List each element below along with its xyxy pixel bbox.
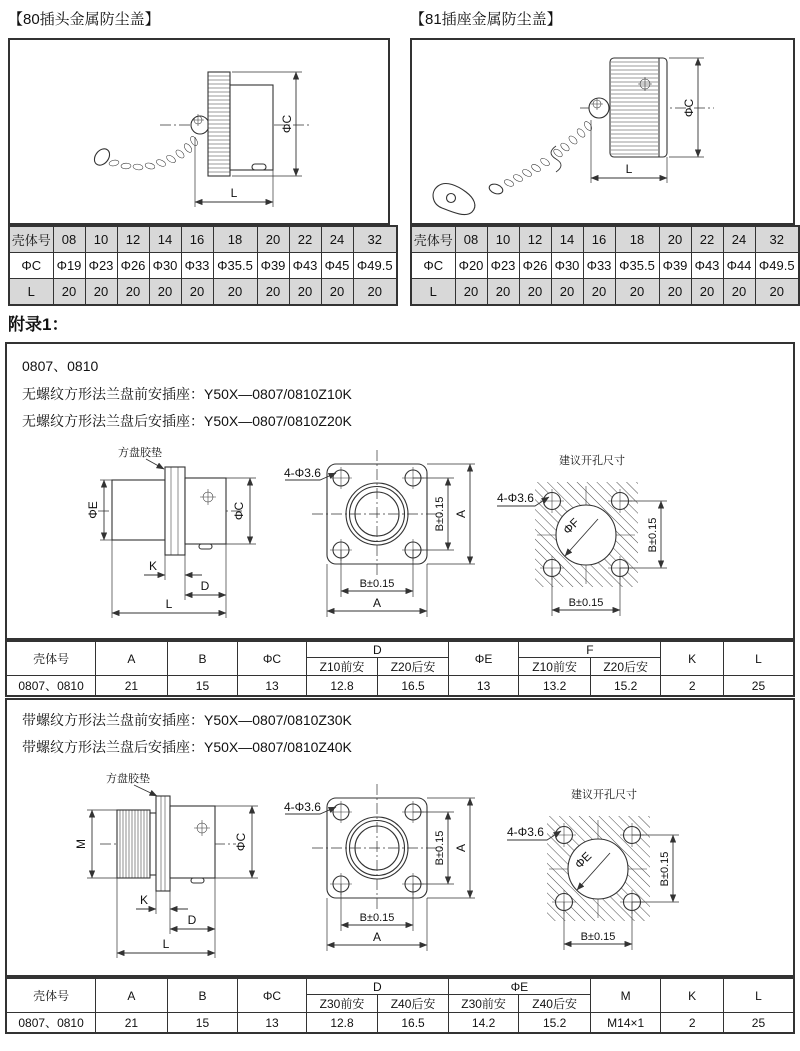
col-subheader: Z40后安 bbox=[378, 995, 449, 1013]
cell: 20 bbox=[659, 279, 691, 306]
key-slot bbox=[199, 544, 212, 549]
holes-callout: 4-Φ3.6 bbox=[497, 491, 534, 505]
col-subheader: Z30前安 bbox=[448, 995, 519, 1013]
col-subheader: Z10前安 bbox=[519, 658, 591, 676]
cell: Φ43 bbox=[691, 253, 723, 279]
cell: Φ23 bbox=[85, 253, 117, 279]
title-80-plug-dust-cap: 【80插头金属防尘盖】 bbox=[8, 11, 160, 28]
dim-label-k: K bbox=[139, 893, 149, 907]
cell: 08 bbox=[455, 226, 487, 253]
dim-label-phi-e: ΦE bbox=[86, 501, 100, 519]
cell: 25 bbox=[723, 1013, 794, 1034]
attachment-lug bbox=[589, 98, 609, 118]
dim-label-m: M bbox=[74, 839, 88, 849]
dim-label-l: L bbox=[625, 162, 633, 176]
table-row bbox=[411, 279, 799, 306]
k-dimension bbox=[144, 555, 202, 580]
cell: 20 bbox=[181, 279, 213, 306]
cell: 10 bbox=[85, 226, 117, 253]
cutout-view-drawing bbox=[495, 766, 795, 966]
cell: 10 bbox=[487, 226, 519, 253]
front-view-drawing bbox=[282, 440, 522, 630]
phi-c-dimension bbox=[226, 478, 256, 544]
neck bbox=[150, 813, 156, 875]
cell: 2 bbox=[661, 1013, 723, 1034]
col-header: B bbox=[167, 978, 238, 1013]
dim-label-b2: B±0.15 bbox=[568, 597, 604, 609]
header-row bbox=[6, 641, 794, 658]
gasket-label: 方盘胶垫 bbox=[106, 773, 150, 785]
cell: Φ39 bbox=[659, 253, 691, 279]
cell: 12.8 bbox=[306, 676, 378, 697]
cell: Φ49.5 bbox=[755, 253, 799, 279]
cell: 20 bbox=[455, 279, 487, 306]
cell: 32 bbox=[353, 226, 397, 253]
cell: Φ30 bbox=[149, 253, 181, 279]
holes-callout: 4-Φ3.6 bbox=[507, 825, 544, 839]
rear-mount-designation: 无螺纹方形法兰盘后安插座：Y50X—0807/0810Z20K bbox=[22, 413, 352, 429]
cell: 20 bbox=[723, 279, 755, 306]
cell: 20 bbox=[551, 279, 583, 306]
table-80-dimensions bbox=[8, 225, 398, 306]
cell: 20 bbox=[149, 279, 181, 306]
col-header: ΦC bbox=[238, 978, 307, 1013]
title-81-socket-dust-cap: 【81插座金属防尘盖】 bbox=[410, 11, 562, 28]
dim-label-b: B±0.15 bbox=[659, 851, 671, 887]
cap-body bbox=[230, 85, 273, 170]
cell: 20 bbox=[353, 279, 397, 306]
dim-label-b: B±0.15 bbox=[434, 830, 446, 866]
cell: 14 bbox=[551, 226, 583, 253]
cell: 20 bbox=[487, 279, 519, 306]
drawing-box-81 bbox=[410, 38, 795, 225]
front-shell bbox=[112, 480, 165, 540]
gasket-label: 方盘胶垫 bbox=[118, 447, 162, 459]
appendix-heading: 附录1： bbox=[8, 315, 69, 334]
cell: Φ26 bbox=[117, 253, 149, 279]
cell: 0807、0810 bbox=[6, 676, 96, 697]
cell: 21 bbox=[96, 1013, 168, 1034]
cell: Φ35.5 bbox=[615, 253, 659, 279]
front-mount-designation: 无螺纹方形法兰盘前安插座：Y50X—0807/0810Z10K bbox=[22, 386, 352, 402]
cell: 13.2 bbox=[519, 676, 591, 697]
square-flange bbox=[156, 796, 170, 891]
rear-shell bbox=[185, 478, 226, 544]
cell: M14×1 bbox=[590, 1013, 661, 1034]
cell: 20 bbox=[85, 279, 117, 306]
dim-label-center: ΦF bbox=[560, 515, 583, 538]
cutout-view-drawing bbox=[495, 440, 795, 630]
row-header: L bbox=[411, 279, 455, 306]
cell: 16 bbox=[181, 226, 213, 253]
chain bbox=[503, 120, 593, 187]
cell: Φ33 bbox=[583, 253, 615, 279]
front-mount-designation: 带螺纹方形法兰盘前安插座：Y50X—0807/0810Z30K bbox=[22, 712, 352, 728]
cell: 20 bbox=[53, 279, 85, 306]
cell: 22 bbox=[691, 226, 723, 253]
col-subheader: Z20后安 bbox=[590, 658, 661, 676]
cell: Φ39 bbox=[257, 253, 289, 279]
cell: 15 bbox=[167, 676, 238, 697]
chain-loop bbox=[488, 182, 504, 195]
cell: Φ20 bbox=[455, 253, 487, 279]
col-subheader: Z20后安 bbox=[378, 658, 449, 676]
col-header: M bbox=[590, 978, 661, 1013]
square-flange bbox=[165, 467, 185, 555]
cutout-title: 建议开孔尺寸 bbox=[559, 455, 625, 467]
cell: 20 bbox=[321, 279, 353, 306]
cell: 0807、0810 bbox=[6, 1013, 96, 1034]
dim-label-d: D bbox=[200, 579, 210, 593]
col-header: B bbox=[167, 641, 238, 676]
col-header: ΦE bbox=[448, 641, 519, 676]
cell: Φ35.5 bbox=[213, 253, 257, 279]
key-slot bbox=[191, 878, 204, 883]
chain bbox=[109, 135, 199, 170]
attachment-lug bbox=[191, 116, 209, 134]
cell: 20 bbox=[659, 226, 691, 253]
cell: 14 bbox=[149, 226, 181, 253]
dust-cap-81-drawing bbox=[412, 40, 793, 223]
cell: 25 bbox=[723, 676, 794, 697]
col-header: 壳体号 bbox=[6, 641, 96, 676]
row-header: L bbox=[9, 279, 53, 306]
table-row bbox=[411, 253, 799, 279]
cell: 15.2 bbox=[590, 676, 661, 697]
front-view-drawing bbox=[282, 766, 522, 966]
dust-cap-80-drawing bbox=[10, 40, 388, 223]
cell: Φ19 bbox=[53, 253, 85, 279]
dim-label-b: B±0.15 bbox=[434, 496, 446, 532]
phi-e-dimension bbox=[86, 480, 112, 540]
dim-label-b: B±0.15 bbox=[647, 517, 659, 553]
dim-label-l: L bbox=[162, 937, 170, 951]
cell: 20 bbox=[615, 279, 659, 306]
col-header: 壳体号 bbox=[6, 978, 96, 1013]
col-header: K bbox=[661, 641, 723, 676]
cell: 15.2 bbox=[519, 1013, 591, 1034]
cell: 21 bbox=[96, 676, 168, 697]
cell: 24 bbox=[321, 226, 353, 253]
data-row bbox=[6, 676, 794, 697]
dim-label-a: A bbox=[454, 509, 468, 519]
threaded-shell bbox=[117, 810, 150, 878]
section2-box bbox=[5, 698, 795, 977]
col-header: ΦE bbox=[448, 978, 590, 995]
col-header: ΦC bbox=[238, 641, 307, 676]
cell: 16.5 bbox=[378, 1013, 449, 1034]
cell: 08 bbox=[53, 226, 85, 253]
rear-mount-designation: 带螺纹方形法兰盘后安插座：Y50X—0807/0810Z40K bbox=[22, 739, 352, 755]
table-81-dimensions bbox=[410, 225, 800, 306]
cell: 12 bbox=[117, 226, 149, 253]
dim-label-k: K bbox=[148, 559, 158, 573]
rear-shell bbox=[170, 806, 215, 878]
cell: 22 bbox=[289, 226, 321, 253]
cell: 20 bbox=[213, 279, 257, 306]
cell: 24 bbox=[723, 226, 755, 253]
cell: 12 bbox=[519, 226, 551, 253]
holes-callout: 4-Φ3.6 bbox=[284, 800, 321, 814]
dim-label-d: D bbox=[187, 913, 197, 927]
col-subheader: Z10前安 bbox=[306, 658, 378, 676]
dim-label-l: L bbox=[165, 597, 173, 611]
col-header: K bbox=[661, 978, 723, 1013]
row-header: ΦC bbox=[411, 253, 455, 279]
cell: 20 bbox=[257, 226, 289, 253]
cell: 20 bbox=[519, 279, 551, 306]
cell: 13 bbox=[238, 1013, 307, 1034]
cell: 20 bbox=[755, 279, 799, 306]
header-row bbox=[6, 978, 794, 995]
dim-label-a2: A bbox=[372, 596, 382, 610]
dim-label-center: ΦE bbox=[572, 849, 595, 872]
data-row bbox=[6, 1013, 794, 1034]
dim-label-b2: B±0.15 bbox=[359, 578, 395, 590]
table-row bbox=[9, 279, 397, 306]
cell: 13 bbox=[448, 676, 519, 697]
row-header: ΦC bbox=[9, 253, 53, 279]
drawing-box-80 bbox=[8, 38, 390, 225]
cell: Φ30 bbox=[551, 253, 583, 279]
section1-box bbox=[5, 342, 795, 640]
cell: Φ33 bbox=[181, 253, 213, 279]
cell: Φ45 bbox=[321, 253, 353, 279]
col-header: D bbox=[306, 978, 448, 995]
holes-callout: 4-Φ3.6 bbox=[284, 466, 321, 480]
gasket-leader bbox=[134, 785, 157, 796]
col-header: A bbox=[96, 978, 168, 1013]
col-header: L bbox=[723, 978, 794, 1013]
k-dimension bbox=[136, 891, 188, 914]
chain-break-mark bbox=[551, 146, 561, 172]
cell: 14.2 bbox=[448, 1013, 519, 1034]
cell: 2 bbox=[661, 676, 723, 697]
cell: 20 bbox=[257, 279, 289, 306]
cell: 20 bbox=[691, 279, 723, 306]
phi-c-dimension bbox=[669, 58, 704, 157]
dim-label-b2: B±0.15 bbox=[359, 912, 395, 924]
col-header: A bbox=[96, 641, 168, 676]
dim-label-phi-c: ΦC bbox=[234, 832, 248, 852]
cell: Φ44 bbox=[723, 253, 755, 279]
table-row bbox=[411, 226, 799, 253]
gasket-leader bbox=[146, 459, 164, 469]
dim-label-b2: B±0.15 bbox=[580, 931, 616, 943]
cell: 12.8 bbox=[306, 1013, 378, 1034]
cell: 20 bbox=[583, 279, 615, 306]
col-header: L bbox=[723, 641, 794, 676]
phi-c-dimension bbox=[215, 806, 258, 878]
table-z30-z40-dimensions bbox=[5, 977, 795, 1034]
col-header: F bbox=[519, 641, 661, 658]
cell: 16.5 bbox=[378, 676, 449, 697]
col-subheader: Z30前安 bbox=[306, 995, 378, 1013]
cell: 13 bbox=[238, 676, 307, 697]
cell: 32 bbox=[755, 226, 799, 253]
table-row bbox=[9, 226, 397, 253]
dim-label-phi-c: ΦC bbox=[682, 98, 696, 118]
col-header: D bbox=[306, 641, 448, 658]
cell: 20 bbox=[117, 279, 149, 306]
cell: 18 bbox=[615, 226, 659, 253]
cutout-title: 建议开孔尺寸 bbox=[571, 789, 637, 801]
col-header: 壳体号 bbox=[9, 226, 53, 253]
d-dimension bbox=[185, 544, 226, 600]
dim-label-a: A bbox=[454, 843, 468, 853]
cell: 16 bbox=[583, 226, 615, 253]
model-numbers: 0807、0810 bbox=[22, 358, 99, 374]
mount-bracket bbox=[433, 184, 475, 215]
d-dimension bbox=[170, 878, 215, 934]
dim-label-a2: A bbox=[372, 930, 382, 944]
cell: 20 bbox=[289, 279, 321, 306]
cell: Φ43 bbox=[289, 253, 321, 279]
cell: Φ49.5 bbox=[353, 253, 397, 279]
col-header: 壳体号 bbox=[411, 226, 455, 253]
dim-label-phi-c: ΦC bbox=[280, 114, 294, 134]
cell: 18 bbox=[213, 226, 257, 253]
cell: 15 bbox=[167, 1013, 238, 1034]
cell: Φ26 bbox=[519, 253, 551, 279]
dim-label-l: L bbox=[230, 186, 238, 200]
table-z10-z20-dimensions bbox=[5, 640, 795, 697]
dim-label-phi-c: ΦC bbox=[232, 501, 246, 521]
col-subheader: Z40后安 bbox=[519, 995, 591, 1013]
cell: Φ23 bbox=[487, 253, 519, 279]
table-row bbox=[9, 253, 397, 279]
